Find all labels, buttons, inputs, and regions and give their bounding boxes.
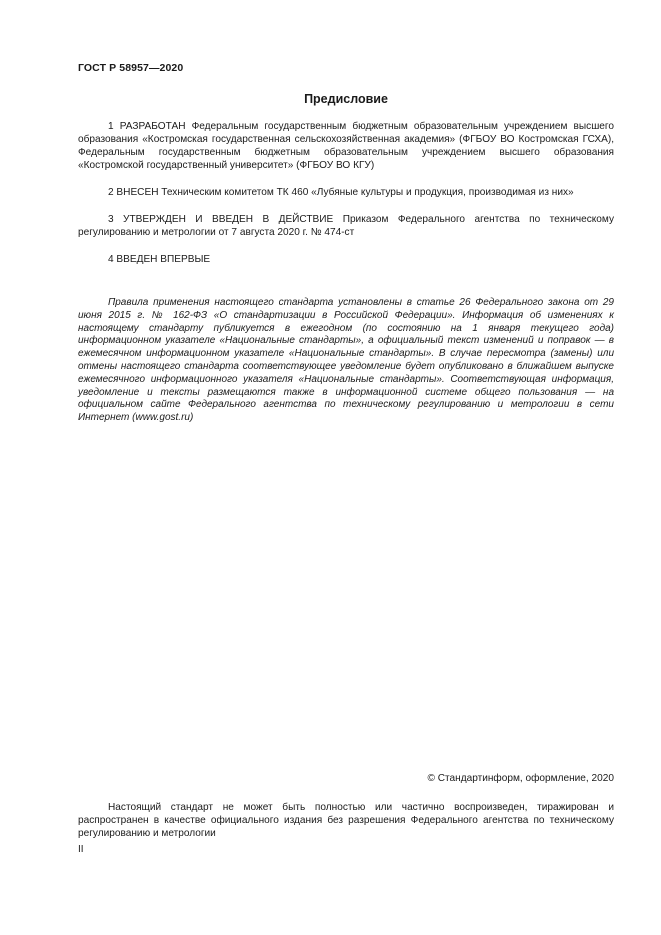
foreword-item-first-introduced: 4 ВВЕДЕН ВПЕРВЫЕ xyxy=(108,254,211,265)
foreword-item-introduced: 2 ВНЕСЕН Техническим комитетом ТК 460 «Лубяные культуры и продукция, производимая из них» xyxy=(108,187,574,198)
page-title: Предисловие xyxy=(304,92,388,106)
reproduction-notice: Настоящий стандарт не может быть полностью или частично воспроизведен, тиражирован и распространен в качестве официального издания без разрешения Федерального агентства по техническому регулированию и метрологии xyxy=(78,802,614,839)
application-rules-notice: Правила применения настоящего стандарта установлены в статье 26 Федерального закона от 29 июня 2015 г. № 162-ФЗ «О стандартизации в Российской Федерации». Информация об изменениях к настоящему стандарту публикуется в ежегодном (по состоянию на 1 января текущего года) информационном указателе «Национальные стандарты», а официальный текст изменений и поправок — в ежемесячном информационном указателе «Национальные стандарты». В случае пересмотра (замены) или отмены настоящего стандарта соответствующее уведомление будет опубликовано в ближайшем выпуске ежемесячного информационного указателя «Национальные стандарты». Соответствующая информация, уведомление и тексты размещаются также в информационной системе общего пользования — на официальном сайте Федерального агентства по техническому регулированию и метрологии в сети Интернет (www.gost.ru) xyxy=(78,297,614,424)
page-number: II xyxy=(78,844,84,855)
document-number-header: ГОСТ Р 58957—2020 xyxy=(78,62,184,74)
copyright-line: © Стандартинформ, оформление, 2020 xyxy=(427,773,614,784)
foreword-item-developed: 1 РАЗРАБОТАН Федеральным государственным бюджетным образовательным учреждением высшего образования «Костромская государственная сельскохозяйственная академия» (ФГБОУ ВО Костромская ГСХА), Федеральным государственным бюджетным образовательным учреждением высшего образования «Костромской государственный университет» (ФГБОУ ВО КГУ) xyxy=(78,121,614,171)
foreword-item-approved: 3 УТВЕРЖДЕН И ВВЕДЕН В ДЕЙСТВИЕ Приказом Федерального агентства по техническому регулированию и метрологии от 7 августа 2020 г. № 474-ст xyxy=(78,214,614,238)
